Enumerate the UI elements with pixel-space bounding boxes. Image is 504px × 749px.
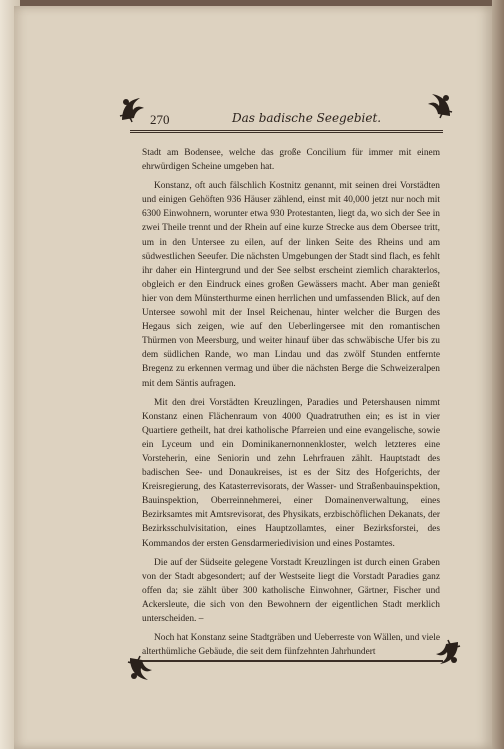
- paragraph: Die auf der Südseite gelegene Vorstadt Kreuzlingen ist durch einen Graben von der Stadt abgesondert; auf der Westseite liegt die Vorstadt Paradies ganz offen da; sie zählt über 300 katholische Einwohner, Gärtner, Fischer und Ackersleute, die sich von den Bewohnern der eigentlichen Stadt merklich unterscheiden. –: [142, 557, 440, 624]
- book-fore-edge: [492, 0, 504, 749]
- page-number: 270: [150, 112, 170, 127]
- paragraph: Noch hat Konstanz seine Stadtgräben und Ueberreste von Wällen, und viele alterthümliche Gebäude, die seit dem fünfzehnten Jahrhundert: [142, 633, 440, 658]
- body-text: [142, 146, 440, 664]
- paragraph: Mit den drei Vorstädten Kreuzlingen, Paradies und Petershausen nimmt Konstanz einen Flächenraum von 4000 Quadratruthen ein; es ist in vier Quartiere getheilt, hat drei katholische Pfarreien und eine evangelische, sowie ein Lyceum und ein Dominikanernonnenkloster, welch letzteres eine Vorsteherin, eine Seniorin und zehn Lehrfrauen zählt. Hauptstadt des badischen See- und Donaukreises, ist es der Sitz des Hofgerichts, der Kreisregierung, des Katasterrevisorats, der Wasser- und Straßenbauinspektion, Bauinspektion, Oberreinnehmerei, einer Domainenverwaltung, eines Bezirksamtes mit Amtsrevisorat, des Physikats, erzbischöflichen Dekanats, der Bezirksschulvisitation, eines Hauptzollamtes, einer Bezirksforstei, des Kommandos der ersten Gensdarmeriedivision und eines Postamtes.: [142, 397, 440, 549]
- paragraph: Stadt am Bodensee, welche das große Concilium für immer mit einem ehrwürdigen Scheine umgeben hat.: [142, 148, 440, 173]
- corner-fleuron-icon: [424, 90, 454, 120]
- paragraph: Konstanz, oft auch fälschlich Kostnitz genannt, mit seinen drei Vorstädten und einigen Gehöften 936 Häuser zählend, einst mit 40,000 jetzt nur noch mit 6300 Einwohnern, worunter etwa 930 Protestanten, liegt da, wo sich der See in zwei Theile trennt und der Rhein auf eine kurze Strecke aus dem Obersee tritt, um in den Untersee zu eilen, auf der linken Seite des Rheins und am südwestlichen Seeufer. Die nächsten Umgebungen der Stadt sind flach, es fehlt ihr daher ein Hintergrund und der See selbst erscheint ziemlich charakterlos, obgleich er den Eindruck eines großen Gewässers macht. Aber man genießt hier von dem Münsterthurme einen herrlichen und umfassenden Blick, auf den Untersee sowohl mit der Insel Reichenau, hinter welcher die Burgen des Hegaus sich zeigen, wie auf den Ueberlingersee mit den romantischen Thürmen von Meersburg, und weiter hinauf über das schwäbische Ufer bis zu dem südlichen Rande, wo man Lindau und das zwölf Stunden entfernte Bregenz zu erkennen vermag und über die nächsten Berge die Schweizeralpen mit dem Säntis aufragen.: [142, 181, 440, 389]
- frame-rule-top: [130, 130, 443, 131]
- corner-fleuron-icon: [118, 94, 148, 124]
- running-title: Das badische Seegebiet.: [232, 111, 382, 125]
- frame-rule-top-second: [130, 132, 443, 133]
